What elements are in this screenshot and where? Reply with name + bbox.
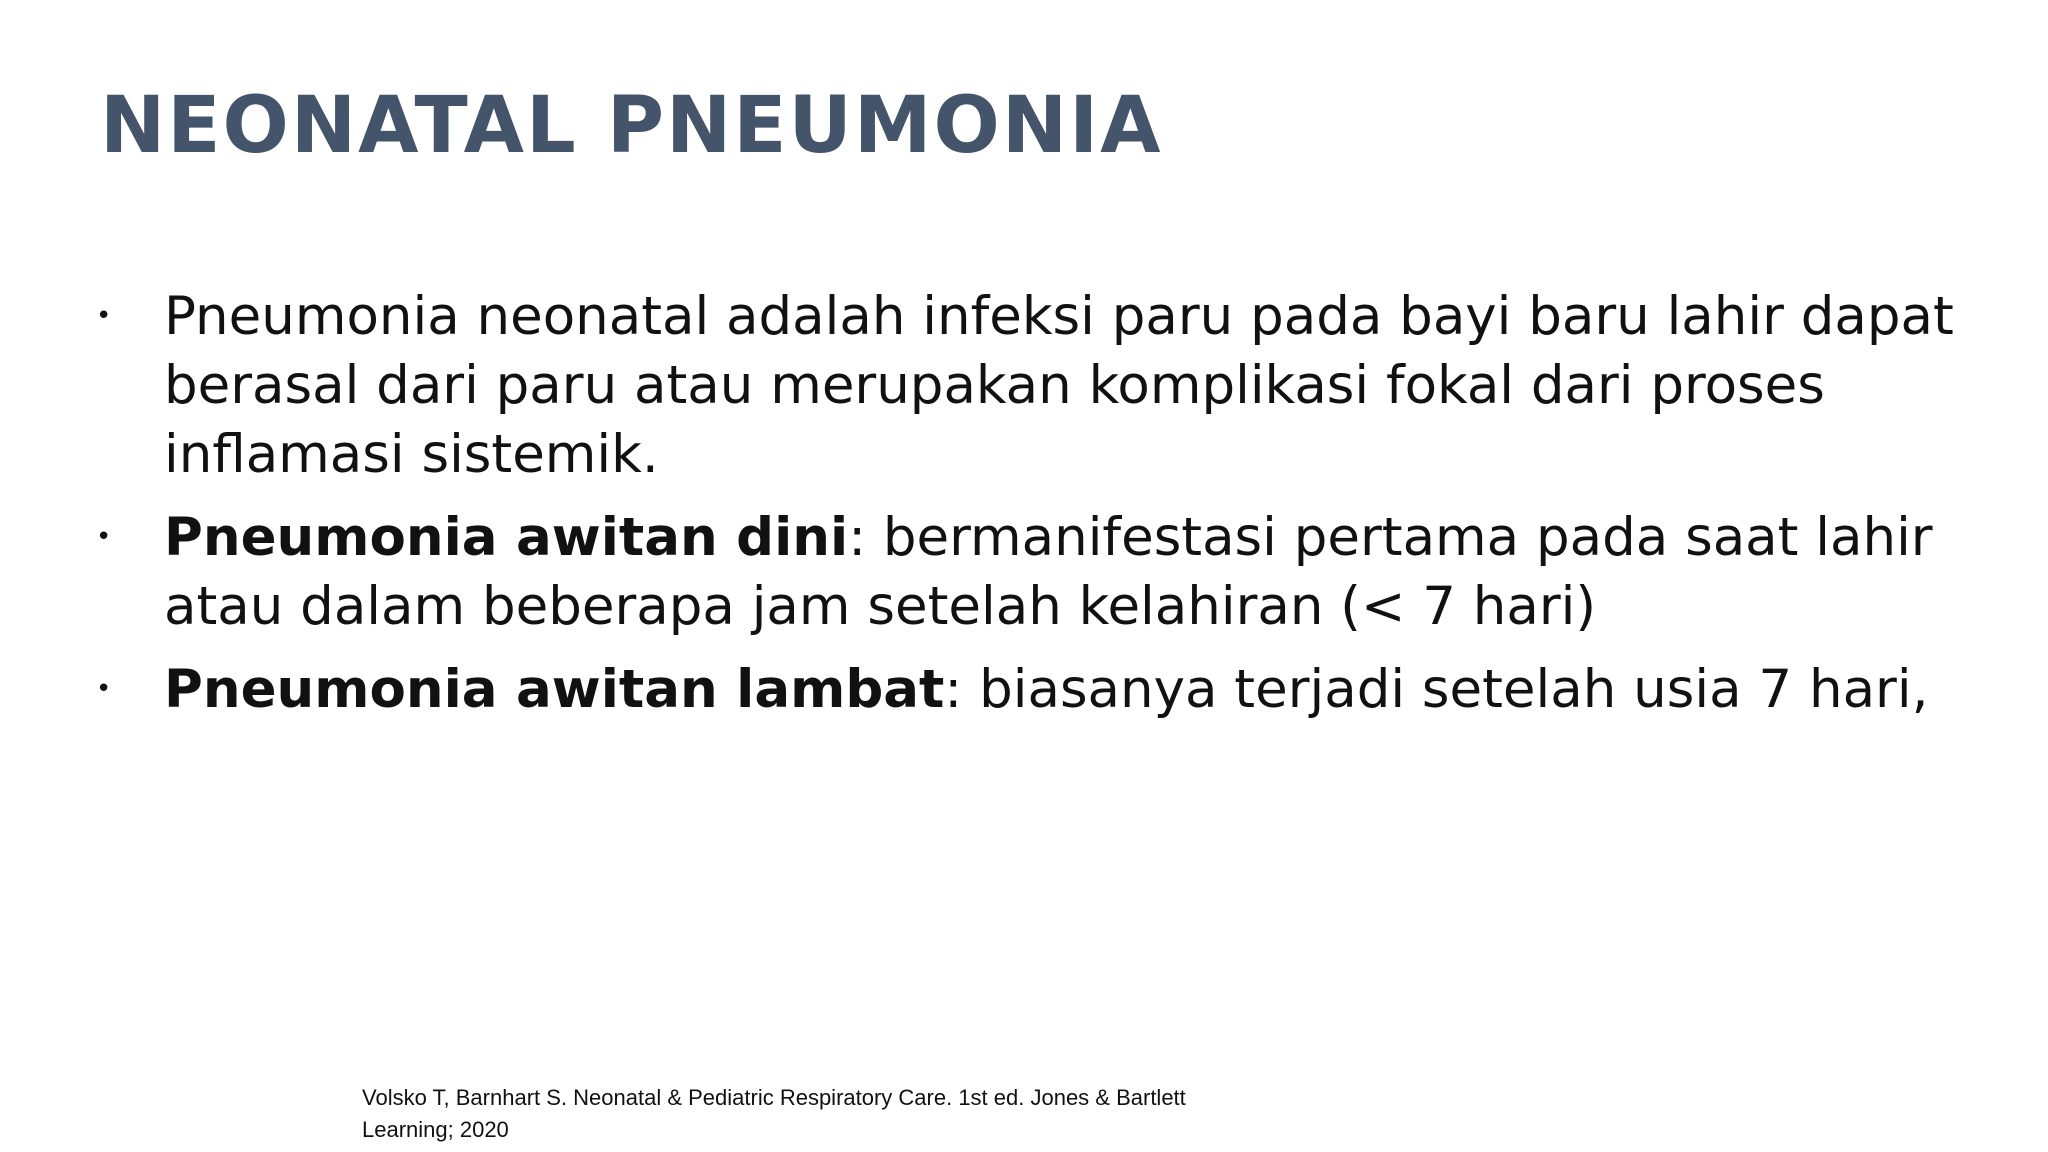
bullet-item-early-onset (96, 503, 1976, 641)
bullet-text (164, 659, 1928, 720)
bullet-bold-term: Pneumonia awitan lambat (164, 659, 945, 720)
bullet-marker: • (96, 674, 112, 704)
slide-title: NEONATAL PNEUMONIA (100, 81, 1163, 171)
bullet-text (164, 286, 1954, 485)
bullet-body: : bermanifestasi pertama pada saat lahir atau dalam beberapa jam setelah kelahiran (< 7 hari) (164, 507, 1933, 637)
reference-citation: Volsko T, Barnhart S. Neonatal & Pediatric Respiratory Care. 1st ed. Jones & Bartlett Learning; 2020 (362, 1085, 1186, 1142)
bullet-item-late-onset (96, 655, 1976, 724)
bullet-bold-term: Pneumonia awitan dini (164, 507, 849, 568)
bullet-marker: • (96, 301, 112, 331)
bullet-item-definition (96, 282, 1976, 489)
bullet-body: Pneumonia neonatal adalah infeksi paru pada bayi baru lahir dapat berasal dari paru atau merupakan komplikasi fokal dari proses inflamasi sistemik. (164, 286, 1954, 485)
bullet-body: : biasanya terjadi setelah usia 7 hari, (944, 659, 1929, 720)
bullet-list (96, 282, 1976, 738)
bullet-marker: • (96, 522, 112, 552)
bullet-text (164, 507, 1933, 637)
